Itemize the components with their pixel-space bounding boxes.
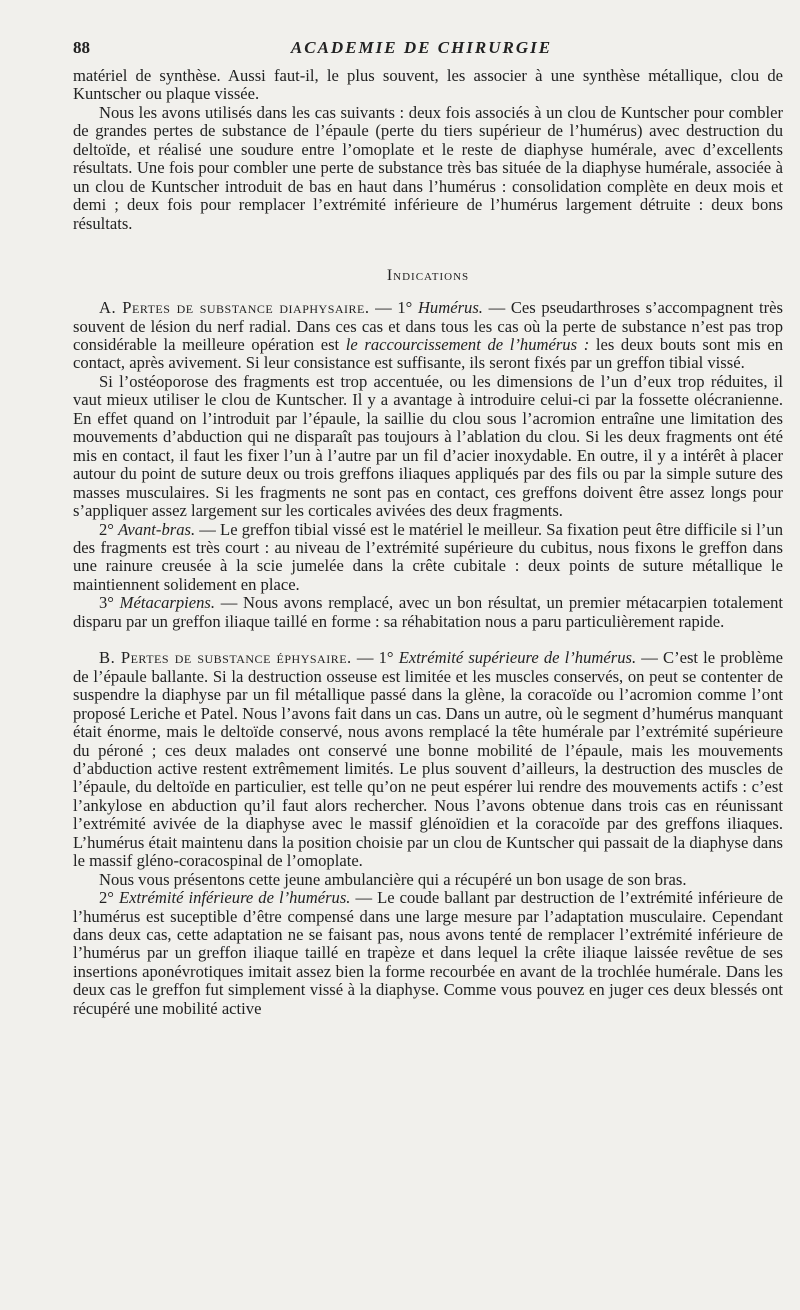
section-gap (73, 631, 783, 649)
paragraph-extremite-inferieure (73, 889, 783, 1018)
extremite-superieure-subheading: Extrémité supérieure de l’humérus. (398, 648, 637, 668)
metacarpiens-number: 3° (99, 593, 120, 613)
header-title: ACADEMIE DE CHIRURGIE (290, 38, 553, 57)
paragraph-avant-bras (73, 521, 783, 595)
paragraph-section-b (73, 649, 783, 870)
paragraph-osteoporose: Si l’ostéoporose des fragments est trop accentuée, ou les dimensions de l’un d’eux trop réduites, il vaut mieux utiliser le clou de Kuntscher. Il y a avantage à introduire celui-ci par la fossette olécranienne. En effet quand on l’introduit par l’épaule, la saillie du clou sous l’acromion entraîne une limitation des mouvements d’abduction qui ne disparaît pas toujours à l’ablation du clou. Si les deux fragments ont été mis en contact, il faut les fixer l’un à l’autre par un fil d’acier inoxydable. En outre, il y a intérêt à placer autour du point de suture deux ou trois greffons iliaques appliqués par des fils ou par la simple suture des masses musculaires. Si les fragments ne sont pas en contact, ces greffons doivent être assez longs pour s’appliquer assez largement sur les corticales avivées des deux fragments. (73, 371, 783, 521)
avant-bras-text: — Le greffon tibial vissé est le matériel le meilleur. Sa fixation peut être difficile si l’un des fragments est très court : au niveau de l’extrémité supérieure du cubitus, nous fixons le greffon dans une rainure creusée à la scie jumelée dans la crête cubitale : deux points de suture métallique le maintiennent solidement en place. (73, 519, 783, 594)
section-b-heading: B. Pertes de substance éphysaire. (99, 648, 352, 668)
paragraph-ambulanciere: Nous vous présentons cette jeune ambulancière qui a récupéré un bon usage de son bras. (99, 869, 687, 889)
humerus-subheading: Humérus. (417, 298, 483, 318)
avant-bras-subheading: Avant-bras. (118, 519, 196, 539)
paragraph-metacarpiens (73, 594, 783, 631)
paragraph-section-a (73, 299, 783, 373)
section-a-text-1: Ces pseudarthroses s’accompagnent très souvent de lésion du nerf radial. Dans ces cas et dans tous les cas où la perte de substance n’est pas trop considérable la meilleure opération est (73, 298, 783, 354)
section-a-text-2: les deux bouts sont mis en contact, après avivement. Si leur consistance est suffisante, ils seront fixés par un greffon tibial vissé. (73, 334, 783, 373)
body-text (73, 67, 783, 1018)
paragraph-cases: Nous les avons utilisés dans les cas suivants : deux fois associés à un clou de Kuntscher pour combler de grandes pertes de substance de l’épaule (perte du tiers supérieur de l’humérus) avec destruction du deltoïde, et réalisé une soudure entre l’omoplate et le reste de diaphyse humérale, avec d’excellents résultats. Une fois pour combler une perte de substance très bas située de la diaphyse humérale, associée à un clou de Kuntscher introduit de bas en haut dans l’humérus : consolidation complète en deux mois et demi ; deux fois pour remplacer l’extrémité inférieure de l’humérus largement détruite : deux bons résultats. (73, 102, 783, 233)
extremite-inferieure-text: — Le coude ballant par destruction de l’extrémité inférieure de l’humérus est suceptible d’être compensé dans une large mesure par l’adaptation musculaire. Cependant dans deux cas, cette adaptation ne se faisant pas, nous avons tenté de remplacer l’extrémité inférieure de l’humérus par un greffon iliaque taillé en trapèze et dans lequel la crête iliaque laissée revêtue de ses insertions aponévrotiques imitait assez bien la forme recourbée en avant de la trochlée humérale. Dans les deux cas le greffon fut simplement vissé à la diaphyse. Comme vous pouvez en juger ces deux blessés ont récupéré une mobilité active (73, 888, 783, 1018)
section-b-text: — C’est le problème de l’épaule ballante. Si la destruction osseuse est limitée et les muscles conservés, on peut se contenter de suspendre la diaphyse par un fil métallique passé dans la glène, la coracoïde ou l’acromion comme l’ont proposé Leriche et Patel. Nous l’avons fait dans un cas. Dans un autre, où le segment d’humérus manquant était énorme, mais le deltoïde conservé, nous avons remplacé la tête humérale par l’extrémité supérieure du péroné ; ces deux malades ont conservé une bonne mobilité de l’épaule, mais les mouvements d’abduction active restent extrêmement limités. Le plus souvent d’ailleurs, la destruction des muscles de l’épaule, du deltoïde en particulier, est telle qu’on ne peut espérer lui rendre des mouvements actifs : c’est l’ankylose en abduction qu’il faut alors rechercher. Nous l’avons obtenue dans trois cas en réunissant l’extrémité avivée de la diaphyse avec le massif glénoïdien et la coracoïde par des greffons iliaques. L’humérus était maintenu dans la position choisie par un clou de Kuntscher qui passait de la diaphyse dans le massif gléno-coracospinal de l’omoplate. (73, 648, 783, 871)
extremite-inferieure-subheading: Extrémité inférieure de l’humérus. (118, 888, 351, 908)
extremite-inferieure-number: 2° (99, 888, 119, 908)
metacarpiens-text: — Nous avons remplacé, avec un bon résultat, un premier métacarpien totalement disparu par un greffon iliaque taillé en forme : sa réhabitation nous a paru particulièrement rapide. (73, 593, 783, 631)
metacarpiens-subheading: Métacarpiens. (119, 593, 216, 613)
section-b-dash: — 1° (351, 648, 399, 668)
paragraph-continuation: matériel de synthèse. Aussi faut-il, le plus souvent, les associer à une synthèse métallique, clou de Kuntscher ou plaque vissée. (73, 66, 783, 104)
section-a-dash: — 1° (369, 298, 418, 318)
section-a-dash-2: — (482, 298, 511, 318)
running-head (73, 38, 770, 62)
section-a-heading: A. Pertes de substance diaphysaire. (99, 298, 370, 318)
page-number: 88 (73, 38, 90, 57)
section-a-emphasis: le raccourcissement de l’humérus : (345, 334, 590, 354)
avant-bras-number: 2° (99, 519, 119, 539)
section-heading-indications: Indications (386, 267, 470, 285)
